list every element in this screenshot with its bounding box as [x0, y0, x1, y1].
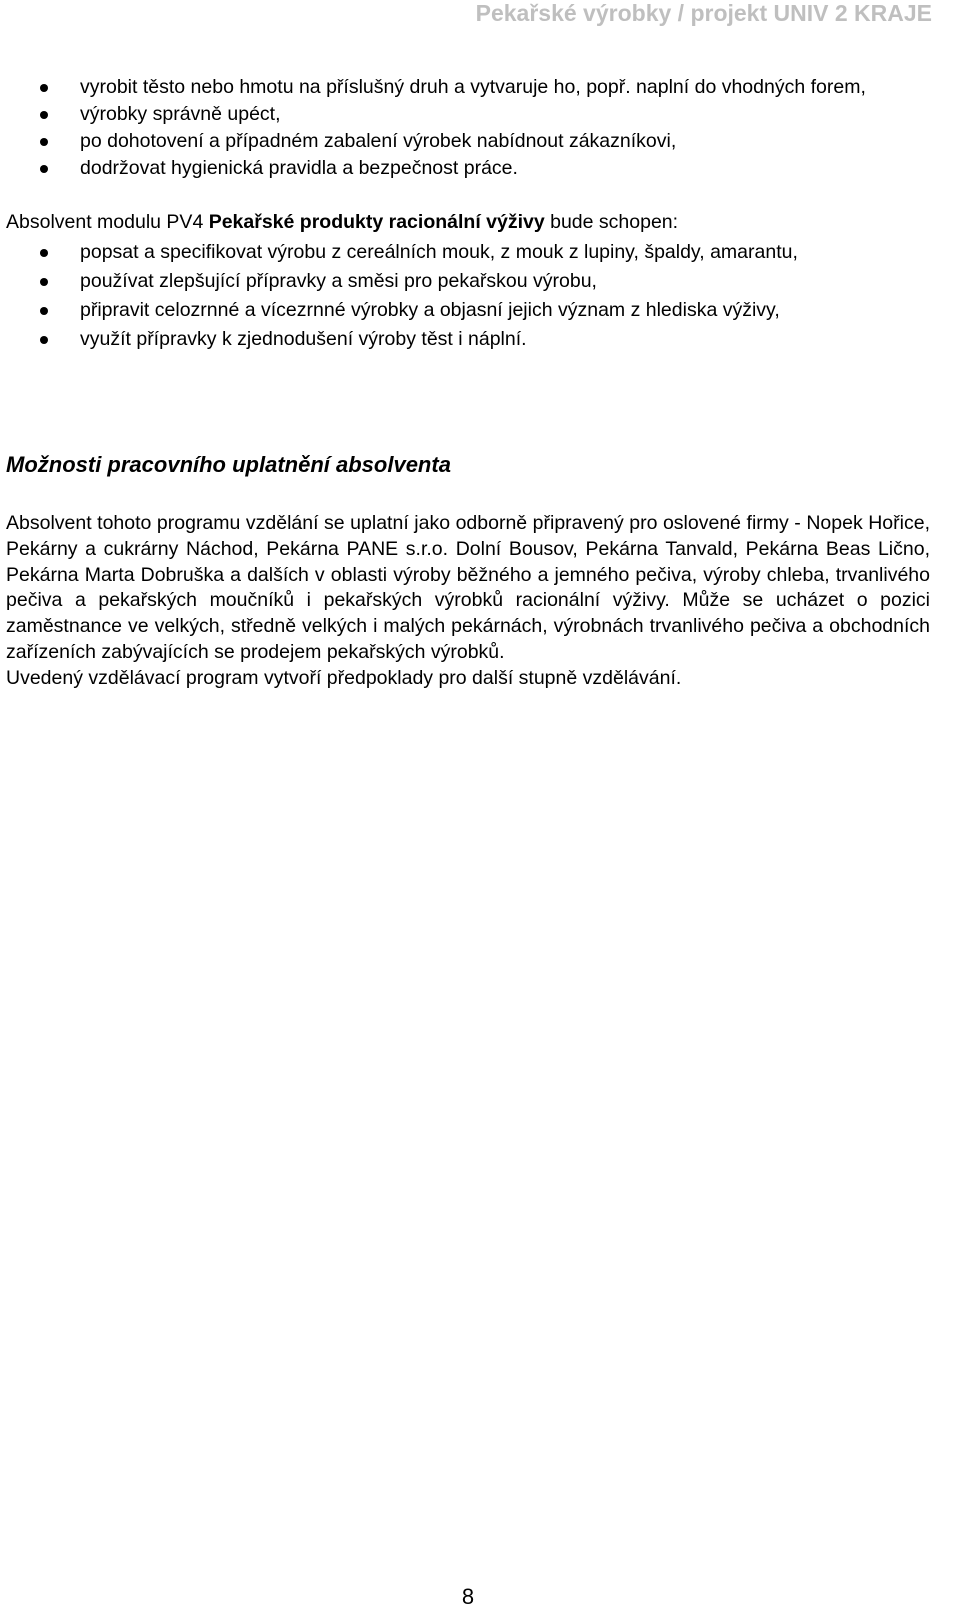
- page-number: 8: [461, 1584, 475, 1609]
- list-item: připravit celozrnné a vícezrnné výrobky a objasní jejich význam z hlediska výživy,: [6, 297, 930, 324]
- list-item: popsat a specifikovat výrobu z cereálních mouk, z mouk z lupiny, špaldy, amarantu,: [6, 239, 930, 266]
- list-item: po dohotovení a případném zabalení výrobek nabídnout zákazníkovi,: [6, 128, 930, 155]
- list-item: využít přípravky k zjednodušení výroby těst i náplní.: [6, 326, 930, 353]
- running-header: Pekařské výrobky / projekt UNIV 2 KRAJE: [475, 0, 932, 26]
- closing-sentence: Uvedený vzdělávací program vytvoří předpoklady pro další stupně vzdělávání.: [6, 666, 682, 689]
- module-intro-tail: bude schopen:: [544, 211, 679, 233]
- document-body: [6, 74, 930, 692]
- section-title: Možnosti pracovního uplatnění absolventa: [6, 452, 451, 477]
- module-intro: [6, 209, 930, 236]
- list-item: výrobky správně upéct,: [6, 101, 930, 128]
- list-item: vyrobit těsto nebo hmotu na příslušný druh a vytvaruje ho, popř. naplní do vhodných forem,: [6, 74, 930, 101]
- module-name: Pekařské produkty racionální výživy: [208, 211, 545, 233]
- list-item: používat zlepšující přípravky a směsi pro pekařskou výrobu,: [6, 268, 930, 295]
- module-skills-list: [6, 239, 930, 353]
- skills-list: [6, 74, 930, 182]
- module-intro-text: Absolvent modulu PV4: [6, 211, 209, 233]
- employment-paragraph: Absolvent tohoto programu vzdělání se uplatní jako odborně připravený pro oslovené firmy - Nopek Hořice, Pekárny a cukrárny Náchod, Pekárna PANE s.r.o. Dolní Bousov, Pekárna Tanvald, Pekárna Beas Lično, Pekárna Marta Dobruška a dalších v oblasti výroby běžného a jemného pečiva, výroby chleba, trvanlivého pečiva a pekařských moučníků i pekařských výrobků racionální výživy. Může se ucházet o pozici zaměstnance ve velkých, středně velkých i malých pekárnách, výrobnách trvanlivého pečiva a obchodních zařízeních zabývajících se prodejem pekařských výrobků.: [6, 512, 930, 663]
- list-item: dodržovat hygienická pravidla a bezpečnost práce.: [6, 155, 930, 182]
